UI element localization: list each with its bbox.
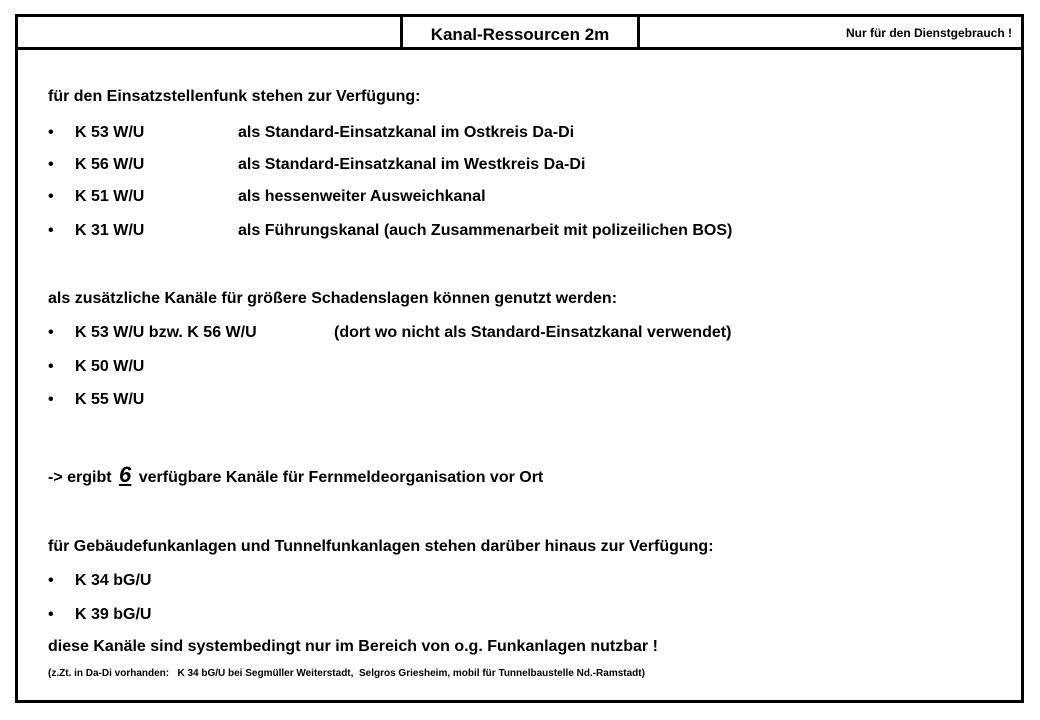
channel-description: als Führungskanal (auch Zusammenarbeit mit polizeilichen BOS) bbox=[238, 222, 733, 239]
availability-note: diese Kanäle sind systembedingt nur im Bereich von o.g. Funkanlagen nutzbar ! bbox=[48, 638, 658, 655]
channel-label: K 53 W/U bzw. K 56 W/U bbox=[75, 324, 257, 341]
channel-description: (dort wo nicht als Standard-Einsatzkanal verwendet) bbox=[334, 324, 732, 341]
bullet-icon: • bbox=[48, 222, 54, 239]
channel-label: K 56 W/U bbox=[75, 156, 145, 173]
page-title: Kanal-Ressourcen 2m bbox=[400, 14, 640, 50]
channel-label: K 39 bG/U bbox=[75, 606, 152, 623]
result-line bbox=[48, 462, 543, 488]
header-right-cell bbox=[639, 14, 1024, 50]
result-prefix: -> ergibt bbox=[48, 469, 112, 486]
result-count: 6 bbox=[119, 462, 132, 487]
channel-label: K 31 W/U bbox=[75, 222, 145, 239]
classification-notice: Nur für den Dienstgebrauch ! bbox=[845, 26, 1012, 40]
channel-description: als Standard-Einsatzkanal im Westkreis Da-Di bbox=[238, 156, 586, 173]
channel-label: K 55 W/U bbox=[75, 391, 145, 408]
bullet-icon: • bbox=[48, 324, 54, 341]
channel-label: K 53 W/U bbox=[75, 124, 145, 141]
channel-description: als Standard-Einsatzkanal im Ostkreis Da-Di bbox=[238, 124, 575, 141]
result-suffix: verfügbare Kanäle für Fernmeldeorganisation vor Ort bbox=[138, 469, 544, 486]
channel-label: K 34 bG/U bbox=[75, 572, 152, 589]
channel-label: K 50 W/U bbox=[75, 358, 145, 375]
bullet-icon: • bbox=[48, 358, 54, 375]
bullet-icon: • bbox=[48, 188, 54, 205]
bullet-icon: • bbox=[48, 156, 54, 173]
section3-heading: für Gebäudefunkanlagen und Tunnelfunkanlagen stehen darüber hinaus zur Verfügung: bbox=[48, 538, 714, 555]
section1-heading: für den Einsatzstellenfunk stehen zur Verfügung: bbox=[48, 88, 421, 105]
footnote: (z.Zt. in Da-Di vorhanden: K 34 bG/U bei Segmüller Weiterstadt, Selgros Griesheim, mobil für Tunnelbaustelle Nd.-Ramstadt) bbox=[48, 668, 645, 679]
channel-label: K 51 W/U bbox=[75, 188, 145, 205]
bullet-icon: • bbox=[48, 572, 54, 589]
bullet-icon: • bbox=[48, 391, 54, 408]
header-left-cell bbox=[15, 14, 401, 50]
bullet-icon: • bbox=[48, 124, 54, 141]
bullet-icon: • bbox=[48, 606, 54, 623]
page-frame bbox=[15, 14, 1024, 703]
channel-description: als hessenweiter Ausweichkanal bbox=[238, 188, 486, 205]
section2-heading: als zusätzliche Kanäle für größere Schadenslagen können genutzt werden: bbox=[48, 290, 618, 307]
